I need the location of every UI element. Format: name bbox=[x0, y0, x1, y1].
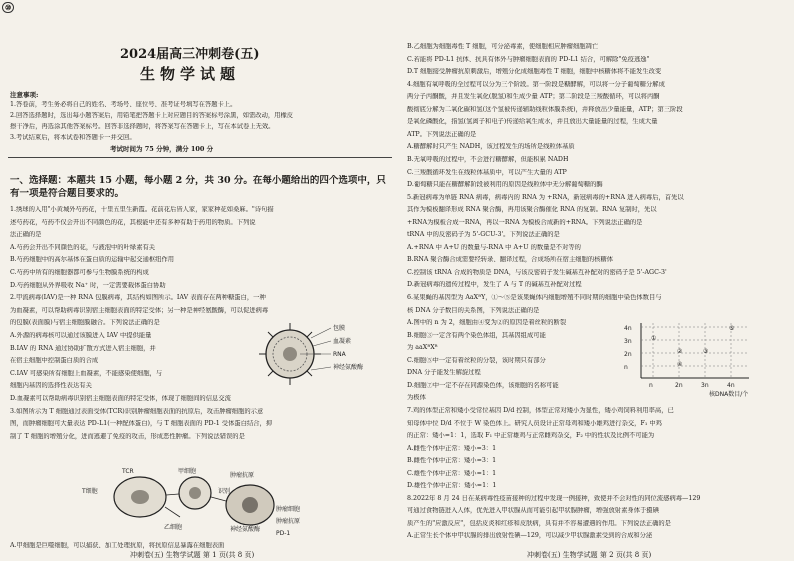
question-line: 7.鸡的体型正常和矮小受常位基因 D/d 控制，体型正常对矮小为显性，矮小鸡饲料利用率高，已 bbox=[407, 406, 674, 414]
point-5: ⑤ bbox=[729, 325, 735, 332]
x-tick-2n: 2n bbox=[675, 382, 683, 389]
question-line: 制了 T 细胞的增殖分化，进而逃避了免疫的攻击，形成恶性肿瘤。下列说法错误的是 bbox=[10, 432, 245, 440]
question-line: 质产生的"应激反应"，包括皮炎和红疹和皮肤病，具有并不容易遭遇的作用。下列说法正确的是 bbox=[407, 519, 671, 527]
question-line: C.细胞⑤中一定有着丝粒的分裂，该时期只有部分 bbox=[407, 356, 546, 364]
x-tick-4n: 4n bbox=[727, 382, 735, 389]
question-line: 图，而肿瘤细胞可大量表达 PD-L1(一种配体蛋白)，与 T 细胞表面的 PD-1 受体蛋白结合，抑 bbox=[10, 420, 273, 428]
question-line: A.糖酵解时只产生 NADH，该过程发生的场所是线粒体基质 bbox=[407, 143, 575, 151]
tcell-label-pd1: PD-1 bbox=[276, 530, 291, 537]
question-line: 2.甲流病毒(IAV)是一种 RNA 包膜病毒，其结构如图所示。IAV 表面存在两种糖蛋白，一种 bbox=[10, 294, 266, 302]
question-line: C.若能将 PD-L1 抗体、抗具有体外与肿瘤细胞表面的 PD-L1 结合，可解除"免疫逃逸" bbox=[407, 55, 650, 63]
x-tick-n: n bbox=[649, 382, 653, 389]
tcell-label-recognize: 识别 bbox=[218, 488, 231, 495]
question-line: 的正常：矮小=1：1，选取 F₁ 中正常雄鸡与正常雌鸡杂交，F₂ 中的性状及比例不可能为 bbox=[407, 432, 655, 440]
question-line: 其作为模板翻译形成 RNA 聚合酶，再用该聚合酶催化 RNA 的复制。RNA 复制时，先以 bbox=[407, 206, 657, 214]
question-line: B.细胞③一定含有两个染色体组，其基因组成可能 bbox=[407, 331, 546, 339]
x-axis-label: 核DNA数目/个 bbox=[709, 391, 749, 398]
virus-label-hemagglutinin: 血凝素 bbox=[333, 338, 352, 345]
question-line: D.血凝素可以帮助病毒识别宿主细胞表面的特定受体，体现了细胞间的信息交流 bbox=[10, 395, 231, 402]
question-line: tRNA 中的反密码子为 5'-GCU-3'。下列说法正确的是 bbox=[407, 231, 560, 239]
virus-label-neuraminidase: 神经氨酸酶 bbox=[333, 364, 364, 371]
tcell-label-cell-b: 乙细胞 bbox=[164, 524, 183, 531]
page-footer-1: 冲刺卷(五) 生物学试题 第 1 页(共 8 页) bbox=[130, 551, 255, 559]
question-line: 酸彻底分解为二氧化碳和氢(这个氢被传递辅助线粒体膜系统)，并释放出少量能量，ATP；第三阶段 bbox=[407, 105, 683, 113]
question-line: 两分子丙酮酸，并且发生氧化(脱氢)和生成少量 ATP；第二阶段是三羧酸循环，可以将丙酮 bbox=[407, 93, 660, 101]
question-line: ATP。下列说法正确的是 bbox=[407, 130, 477, 138]
question-line: A.+RNA 中 A+U 的数量与-RNA 中 A+U 的数量是不对等的 bbox=[407, 243, 581, 251]
point-3: ③ bbox=[703, 348, 709, 355]
virus-label-envelope: 包膜 bbox=[333, 325, 346, 332]
question-line: 的包膜(表面膜)与宿主细胞膜融合。下列说法正确的是 bbox=[10, 319, 160, 327]
question-line: 为血凝素，可以帮助病毒识别宿主细胞表面的特定受体；另一种是神经氨酸酶，可以促进病毒 bbox=[10, 306, 269, 314]
question-line: A.雌性个体中正常：矮小=3：1 bbox=[407, 444, 497, 452]
question-line: DNA 分子能发生解旋过程 bbox=[407, 369, 481, 377]
question-line: D.葡萄糖只能在糖酵解阶段被利用的原因是线粒体中无分解葡萄糖的酶 bbox=[407, 181, 603, 189]
notice-line: 擦干净后，再选涂其他答案标号。回答非选择题时，将答案写在答题卡上，写在本试卷上无效。 bbox=[10, 123, 275, 130]
tcell-label-cell-a: 甲细胞 bbox=[178, 468, 197, 475]
tcell-figure bbox=[80, 467, 330, 537]
notice-line: 2.回答选择题时，选出每小题答案后，用铅笔把答题卡上对应题目的答案标号涂黑，如需改动，用橡皮 bbox=[10, 112, 294, 119]
question-line: D.T 细胞接受肿瘤抗原刺激后，增殖分化成细胞毒性 T 细胞，细胞中核糖体将不能发生改变 bbox=[407, 68, 662, 76]
point-2: ② bbox=[677, 348, 683, 355]
question-line: 细胞内基因的选择性表达有关 bbox=[10, 382, 92, 390]
point-4: ④ bbox=[677, 361, 683, 368]
question-line: B.雌性个体中正常：矮小=3：1 bbox=[407, 457, 497, 465]
question-line: B.芍药细胞中的高尔基体在蛋白质的运输中起交通枢纽作用 bbox=[10, 256, 175, 264]
notice-line: 1.答卷前，考生务必将自己的姓名、考场号、座位号、准考证号填写在答题卡上。 bbox=[10, 101, 237, 108]
question-line: B.RNA 聚合酶合成需要经转录、翻译过程，合成场所在宿主细胞的核糖体 bbox=[407, 256, 614, 264]
y-tick-n: n bbox=[624, 364, 628, 371]
notice-heading: 注意事项: bbox=[10, 91, 39, 99]
question-line: A.外源的病毒核可以通过该膜进入 IAV 中提供能量 bbox=[10, 332, 152, 339]
question-line: 1.绣球的入用"小黄城外芍药花，十里五里生新霞。花前花后皆人家，家家种花如桑麻。"诗句描 bbox=[10, 206, 274, 213]
divider bbox=[8, 157, 392, 158]
tcell-label-tcell: T细胞 bbox=[82, 488, 98, 495]
y-tick-2n: 2n bbox=[624, 351, 632, 358]
section-heading-cont: 有一项是符合题目要求的。 bbox=[10, 188, 125, 199]
question-line: D.细胞⑦中一定不存在同源染色体，该细胞的名称可能 bbox=[407, 381, 559, 389]
page-footer-2: 冲刺卷(五) 生物学试题 第 2 页(共 8 页) bbox=[527, 551, 652, 559]
question-line: D.芍药细胞从外界吸收 Na⁺ 时，一定需要载体蛋白协助 bbox=[10, 281, 166, 289]
question-line: 8.2022年 8 月 24 日在某病毒性疫苗接种的过程中发现一例接种，致使并不会对性的同位流感病毒—129 bbox=[407, 494, 701, 502]
question-line: B.乙细胞为细胞毒性 T 细胞，可分泌毒素，使细胞相应肿瘤细胞凋亡 bbox=[407, 43, 599, 50]
question-line: D.雄性个体中正常：矮小=1：1 bbox=[407, 482, 497, 490]
tcell-label-tcr: TCR bbox=[122, 468, 134, 475]
question-line: A.芍药会开出不同颜色的花，与液泡中的叶绿素有关 bbox=[10, 243, 156, 251]
y-tick-3n: 3n bbox=[624, 338, 632, 345]
question-line: A.正常生长个体中甲状腺的排出放射性碘—129，可以减少甲状腺激素受到的合成和分泌 bbox=[407, 532, 653, 540]
question-line: C.芍药中所有的细胞器都可参与生物膜系统的构成 bbox=[10, 269, 149, 276]
question-line: 在宿主细胞中控制蛋白质的合成 bbox=[10, 357, 99, 365]
exam-title: 2024届高三冲刺卷(五) bbox=[120, 47, 260, 62]
question-line: 法正确的是 bbox=[10, 231, 42, 239]
question-line: 是氧化磷酸化，指氢(氢离子和电子)传递给氧生成水，并且放出大量能量的过程，生成大量 bbox=[407, 118, 658, 126]
question-line: C.IAV 可感染所有细胞上血凝素，不能感染使细胞，与 bbox=[10, 369, 163, 377]
right-page bbox=[397, 0, 794, 561]
virus-label-rna: RNA bbox=[333, 351, 346, 358]
question-line: 4.细胞有氧呼吸的全过程可以分为三个阶段。第一阶段是糖酵解，可以将一分子葡萄糖分解成 bbox=[407, 80, 665, 88]
tcell-label-tumor-antigen-2: 肿瘤抗原 bbox=[276, 518, 301, 525]
chromosome-graph bbox=[619, 318, 769, 398]
tcell-label-tumor-cell: 肿瘤细胞 bbox=[276, 506, 301, 513]
question-line: 可通过食物链进入人体，优先进入甲状腺从而可能引起甲状腺肿瘤，增强放射素身体于摄碘 bbox=[407, 507, 659, 515]
time-score: 考试时间为 75 分钟，满分 100 分 bbox=[110, 145, 214, 153]
notice-line: 3.考试结束后，将本试卷和答题卡一并交回。 bbox=[10, 134, 136, 141]
question-line: 为极体 bbox=[407, 394, 426, 402]
question-line: 知母体中位 D/d 不位于 W 染色体上。研究人员设计正常母鸡和矮小雄鸡进行杂交，F₁ 中鸡 bbox=[407, 419, 662, 427]
x-tick-3n: 3n bbox=[701, 382, 709, 389]
question-line: 5.新冠病毒为单链 RNA 病毒，病毒内的 RNA 为 +RNA，新冠病毒的+RNA 进入病毒后，首先以 bbox=[407, 193, 684, 201]
question-line: A.图中的 n 为 2，细胞由④变为②的原因是着丝粒的断裂 bbox=[407, 319, 567, 327]
point-1: ① bbox=[651, 335, 657, 342]
y-tick-4n: 4n bbox=[624, 325, 632, 332]
tcell-label-neuraminidase: 神经氨酸酶 bbox=[230, 526, 261, 533]
question-line: B.无氧呼吸的过程中，不会进行糖酵解，但能积累 NADH bbox=[407, 155, 569, 163]
question-line: 为 aaXᴮXᴮ bbox=[407, 344, 438, 352]
tcell-label-tumor-antigen: 肿瘤抗原 bbox=[230, 472, 255, 479]
corner-badge: ⑩ bbox=[2, 2, 14, 13]
question-line: C.控制该 tRNA 合成的物质是 DNA，与该反密码子发生碱基互补配对的密码子是 5'-AGC-3' bbox=[407, 268, 667, 276]
question-line: C.雄性个体中正常：矮小=1：1 bbox=[407, 469, 497, 477]
q3-option-a: A.甲细胞是巨噬细胞，可以捕获、加工处理抗原，将抗原信息暴露在细胞表面 bbox=[10, 542, 225, 549]
section-heading: 一、选择题：本题共 15 小题，每小题 2 分，共 30 分。在每小题给出的四个选项中，只 bbox=[10, 175, 386, 186]
virus-figure bbox=[245, 318, 375, 390]
question-line: 核 DNA 分子数目的关系图，下列说法正确的是 bbox=[407, 306, 540, 314]
question-line: 3.如图所示为 T 细胞通过表面受体(TCR)识别肿瘤细胞表面的抗原后，攻击肿瘤细胞的示意 bbox=[10, 407, 264, 415]
question-line: 述芍药花，芍药不仅会开出不同颜色的花，其根能中还有多种有助于药用的物质。下列说 bbox=[10, 218, 256, 226]
question-line: +RNA为模板合成一RNA，再以一RNA 为模板合成新的+RNA。下列说法正确的是 bbox=[407, 218, 643, 226]
question-line: B.IAV 的 RNA 通过协助扩散方式进入宿主细胞，并 bbox=[10, 344, 156, 352]
question-line: D.新冠病毒的遗传过程中，发生了 A 与 T 的碱基互补配对过程 bbox=[407, 281, 582, 289]
exam-subject: 生物学试题 bbox=[140, 66, 241, 83]
question-line: 6.某果蝇的基因型为 AaXᴮY，①～⑤是该果蝇体内细胞增殖不同时期的细胞中染色体数目与 bbox=[407, 294, 662, 301]
question-line: C.三羧酸循环发生在线粒体基质中，可以产生大量的 ATP bbox=[407, 168, 567, 176]
